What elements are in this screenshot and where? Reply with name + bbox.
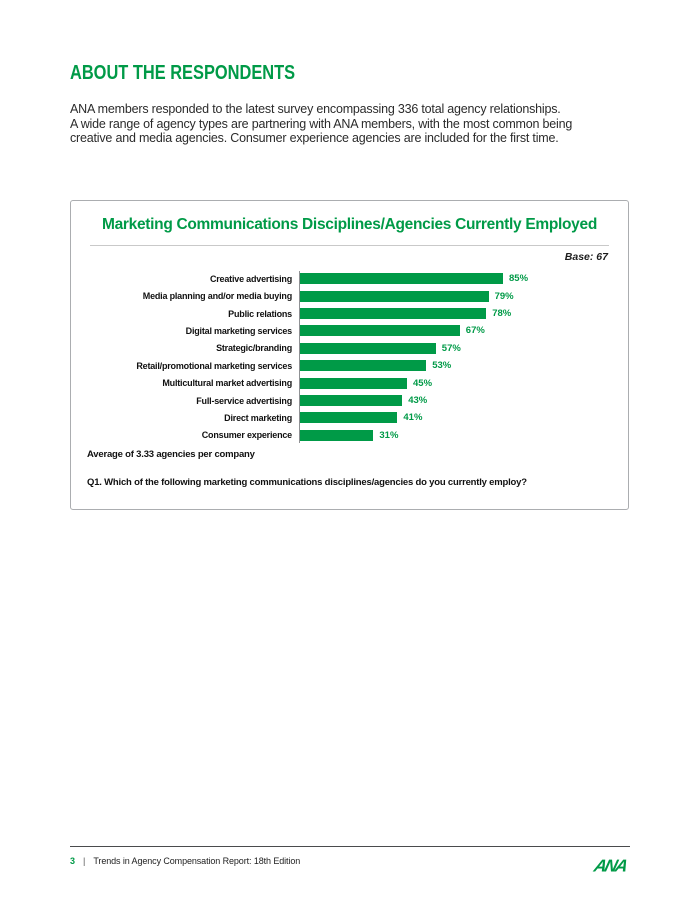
bar — [299, 378, 407, 389]
intro-paragraph — [70, 102, 630, 146]
page-footer — [70, 846, 630, 876]
value-label: 45% — [413, 377, 433, 389]
ana-logo-icon — [592, 852, 630, 878]
chart-row — [87, 270, 612, 287]
bar — [299, 325, 460, 336]
chart-row — [87, 409, 612, 426]
category-label: Retail/promotional marketing services — [136, 360, 292, 371]
svg-text:ANA: ANA — [592, 855, 629, 876]
category-label: Direct marketing — [224, 412, 292, 423]
bar — [299, 273, 503, 284]
value-label: 31% — [379, 429, 399, 441]
value-label: 41% — [403, 412, 423, 424]
footer-separator: | — [83, 856, 86, 866]
value-label: 85% — [509, 273, 529, 285]
bar — [299, 308, 486, 319]
category-label: Consumer experience — [201, 430, 292, 441]
category-label: Strategic/branding — [216, 343, 292, 354]
chart-row — [87, 288, 612, 305]
bar — [299, 291, 489, 302]
base-label: Base: 67 — [564, 251, 608, 264]
chart-row — [87, 305, 612, 322]
category-label: Creative advertising — [209, 273, 292, 284]
chart-row — [87, 340, 612, 357]
chart-row — [87, 392, 612, 409]
bar — [299, 430, 373, 441]
category-label: Full-service advertising — [196, 395, 292, 406]
bar — [299, 360, 426, 371]
category-label: Media planning and/or media buying — [142, 291, 292, 302]
chart-title: Marketing Communications Disciplines/Agencies Currently Employed — [101, 216, 597, 234]
bar — [299, 343, 436, 354]
average-note: Average of 3.33 agencies per company — [87, 449, 255, 461]
chart-row — [87, 427, 612, 444]
value-label: 67% — [465, 325, 485, 337]
bar-chart — [87, 270, 612, 444]
category-label: Multicultural market advertising — [162, 378, 292, 389]
bar — [299, 412, 397, 423]
bar — [299, 395, 402, 406]
value-label: 53% — [432, 360, 452, 372]
value-label: 78% — [492, 308, 512, 320]
chart-row — [87, 374, 612, 391]
question-note: Q1. Which of the following marketing communications disciplines/agencies do you currently employ? — [87, 477, 527, 489]
category-label: Public relations — [228, 308, 292, 319]
footer-report-title: Trends in Agency Compensation Report: 18th Edition — [93, 856, 301, 866]
chart-card — [70, 200, 629, 510]
value-label: 79% — [494, 290, 514, 302]
chart-row — [87, 357, 612, 374]
category-label: Digital marketing services — [185, 325, 292, 336]
axis-line — [299, 271, 300, 443]
value-label: 43% — [408, 395, 428, 407]
page-title: ABOUT THE RESPONDENTS — [70, 62, 296, 84]
intro-line: creative and media agencies. Consumer experience agencies are included for the first time. — [70, 131, 559, 146]
footer-rule — [70, 846, 630, 847]
page-number: 3 — [70, 856, 76, 866]
value-label: 57% — [441, 342, 461, 354]
title-divider — [90, 245, 609, 246]
chart-row — [87, 322, 612, 339]
intro-line: ANA members responded to the latest survey encompassing 336 total agency relationships. — [70, 102, 561, 116]
intro-line: A wide range of agency types are partnering with ANA members, with the most common being — [70, 116, 573, 131]
